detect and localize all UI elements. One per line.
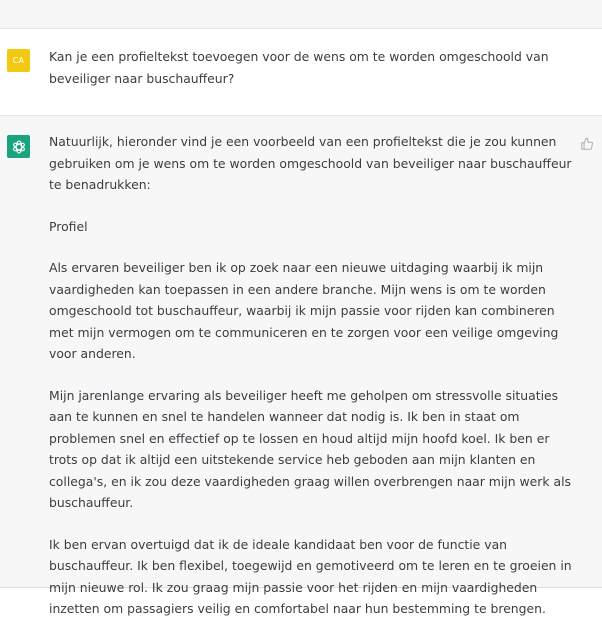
paragraph-2: Mijn jarenlange ervaring als beveiliger heeft me geholpen om stressvolle situaties aan te kunnen en snel te handelen wanneer dat nodig is. Ik ben in staat om problemen snel en effectief op te lossen en houd altijd mijn hoofd koel. Ik ben er trots op dat ik altijd een uitstekende service heb geboden aan mijn klanten en collega's, en ik zou deze vaardigheden graag willen overbrengen naar mijn werk als buschauffeur. [49,387,571,510]
user-message-text: Kan je een profieltekst toevoegen voor de wens om te worden omgeschoold van beveiliger naar buschauffeur? [49,49,549,86]
openai-logo-icon [7,135,30,158]
user-avatar [7,49,30,72]
user-message [0,29,602,116]
assistant-message [0,116,602,616]
thumbs-up-icon[interactable] [580,136,594,150]
paragraph-1: Als ervaren beveiliger ben ik op zoek naar een nieuwe uitdaging waarbij ik mijn vaardigheden kan toepassen in een andere branche. Mijn wens is om te worden omgeschoold tot buschauffeur, waarbij ik mijn passie voor rijden kan combineren met mijn vermogen om te communiceren en te zorgen voor een veilige omgeving voor anderen. [49,260,559,361]
previous-message-area [0,0,602,29]
profile-heading: Profiel [49,218,88,234]
user-initials: CA [12,56,25,65]
paragraph-3: Ik ben ervan overtuigd dat ik de ideale kandidaat ben voor de functie van buschauffeur. Ik ben flexibel, toegewijd en gemotiveerd om te leren en te groeien in mijn nieuwe rol. Ik zou graag mijn passie voor het rijden en mijn vaardigheden inzetten om passagiers veilig en comfortabel naar hun bestemming te brengen. [49,536,572,616]
assistant-message-text [49,131,574,640]
intro-paragraph: Natuurlijk, hieronder vind je een voorbeeld van een profieltekst die je zou kunnen gebruiken om je wens om te worden omgeschoold van beveiliger naar buschauffeur te benadrukken: [49,134,572,192]
